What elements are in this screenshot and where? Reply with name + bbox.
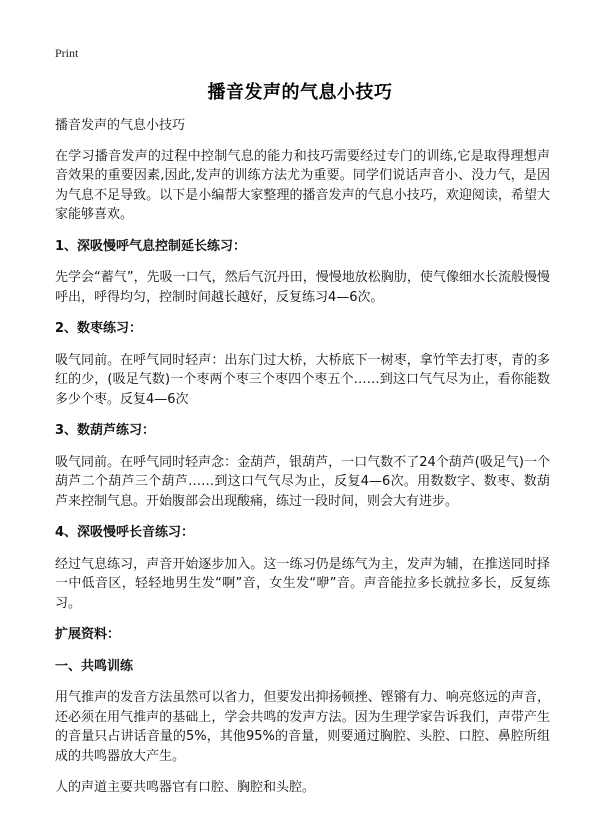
extended-paragraph-2: 人的声道主要共鸣器官有口腔、胸腔和头腔。 bbox=[55, 780, 316, 795]
section-3-text: 吸气同前。在呼气同时轻声念：金葫芦，银葫芦，一口气数不了24个葫芦(吸足气)一个葫芦二个葫芦三个葫芦……到这口气气尽为止，反复4—6次。用数数字、数枣、数葫芦来控制气息。开始腹部会出现酸痛，练过一段时间，则会大有进步。 bbox=[55, 454, 550, 509]
extended-paragraph-1: 用气推声的发音方法虽然可以省力，但要发出抑扬顿挫、铿锵有力、响亮悠远的声音，还必须在用气推声的基础上，学会共鸣的发声方法。因为生理学家告诉我们，声带产生的音量只占讲话音量的5%，其他95%的音量，则要通过胸腔、头腔、口腔、鼻腔所组成的共鸣器放大产生。 bbox=[55, 690, 550, 764]
intro-subtitle: 播音发声的气息小技巧 bbox=[55, 118, 186, 133]
extended-subheading: 一、共鸣训练 bbox=[55, 658, 134, 674]
document-title: 播音发声的气息小技巧 bbox=[207, 82, 393, 103]
section-1-heading: 1、深吸慢呼气息控制延长练习： bbox=[55, 238, 247, 254]
section-4-text: 经过气息练习，声音开始逐步加入。这一练习仍是练气为主，发声为辅，在推送同时择一中低音区，轻轻地男生发“啊”音，女生发“咿”音。声音能拉多长就拉多长，反复练习。 bbox=[55, 556, 550, 611]
section-2-text: 吸气同前。在呼气同时轻声：出东门过大桥，大桥底下一树枣，拿竹竿去打枣，青的多红的少，(吸足气数)一个枣两个枣三个枣四个枣五个……到这口气气尽为止，看你能数多少个枣。反复4—6次 bbox=[55, 352, 550, 407]
document-body bbox=[55, 116, 550, 810]
print-label: Print bbox=[55, 46, 79, 60]
section-4-heading: 4、深吸慢呼长音练习： bbox=[55, 525, 195, 540]
intro-paragraph: 在学习播音发声的过程中控制气息的能力和技巧需要经过专门的训练,它是取得理想声音效果的重要因素,因此,发声的训练方法尤为重要。同学们说话声音小、没力气，是因为气息不足导致。以下是小编帮大家整理的播音发声的气息小技巧，欢迎阅读，希望大家能够喜欢。 bbox=[55, 148, 550, 222]
section-1-text: 先学会“蓄气”，先吸一口气，然后气沉丹田，慢慢地放松胸肋，使气像细水长流般慢慢呼出，呼得均匀，控制时间越长越好，反复练习4—6次。 bbox=[55, 270, 550, 305]
section-3-heading: 3、数葫芦练习： bbox=[55, 423, 156, 438]
extended-heading: 扩展资料： bbox=[55, 627, 121, 642]
section-2-heading: 2、数枣练习： bbox=[55, 321, 143, 336]
